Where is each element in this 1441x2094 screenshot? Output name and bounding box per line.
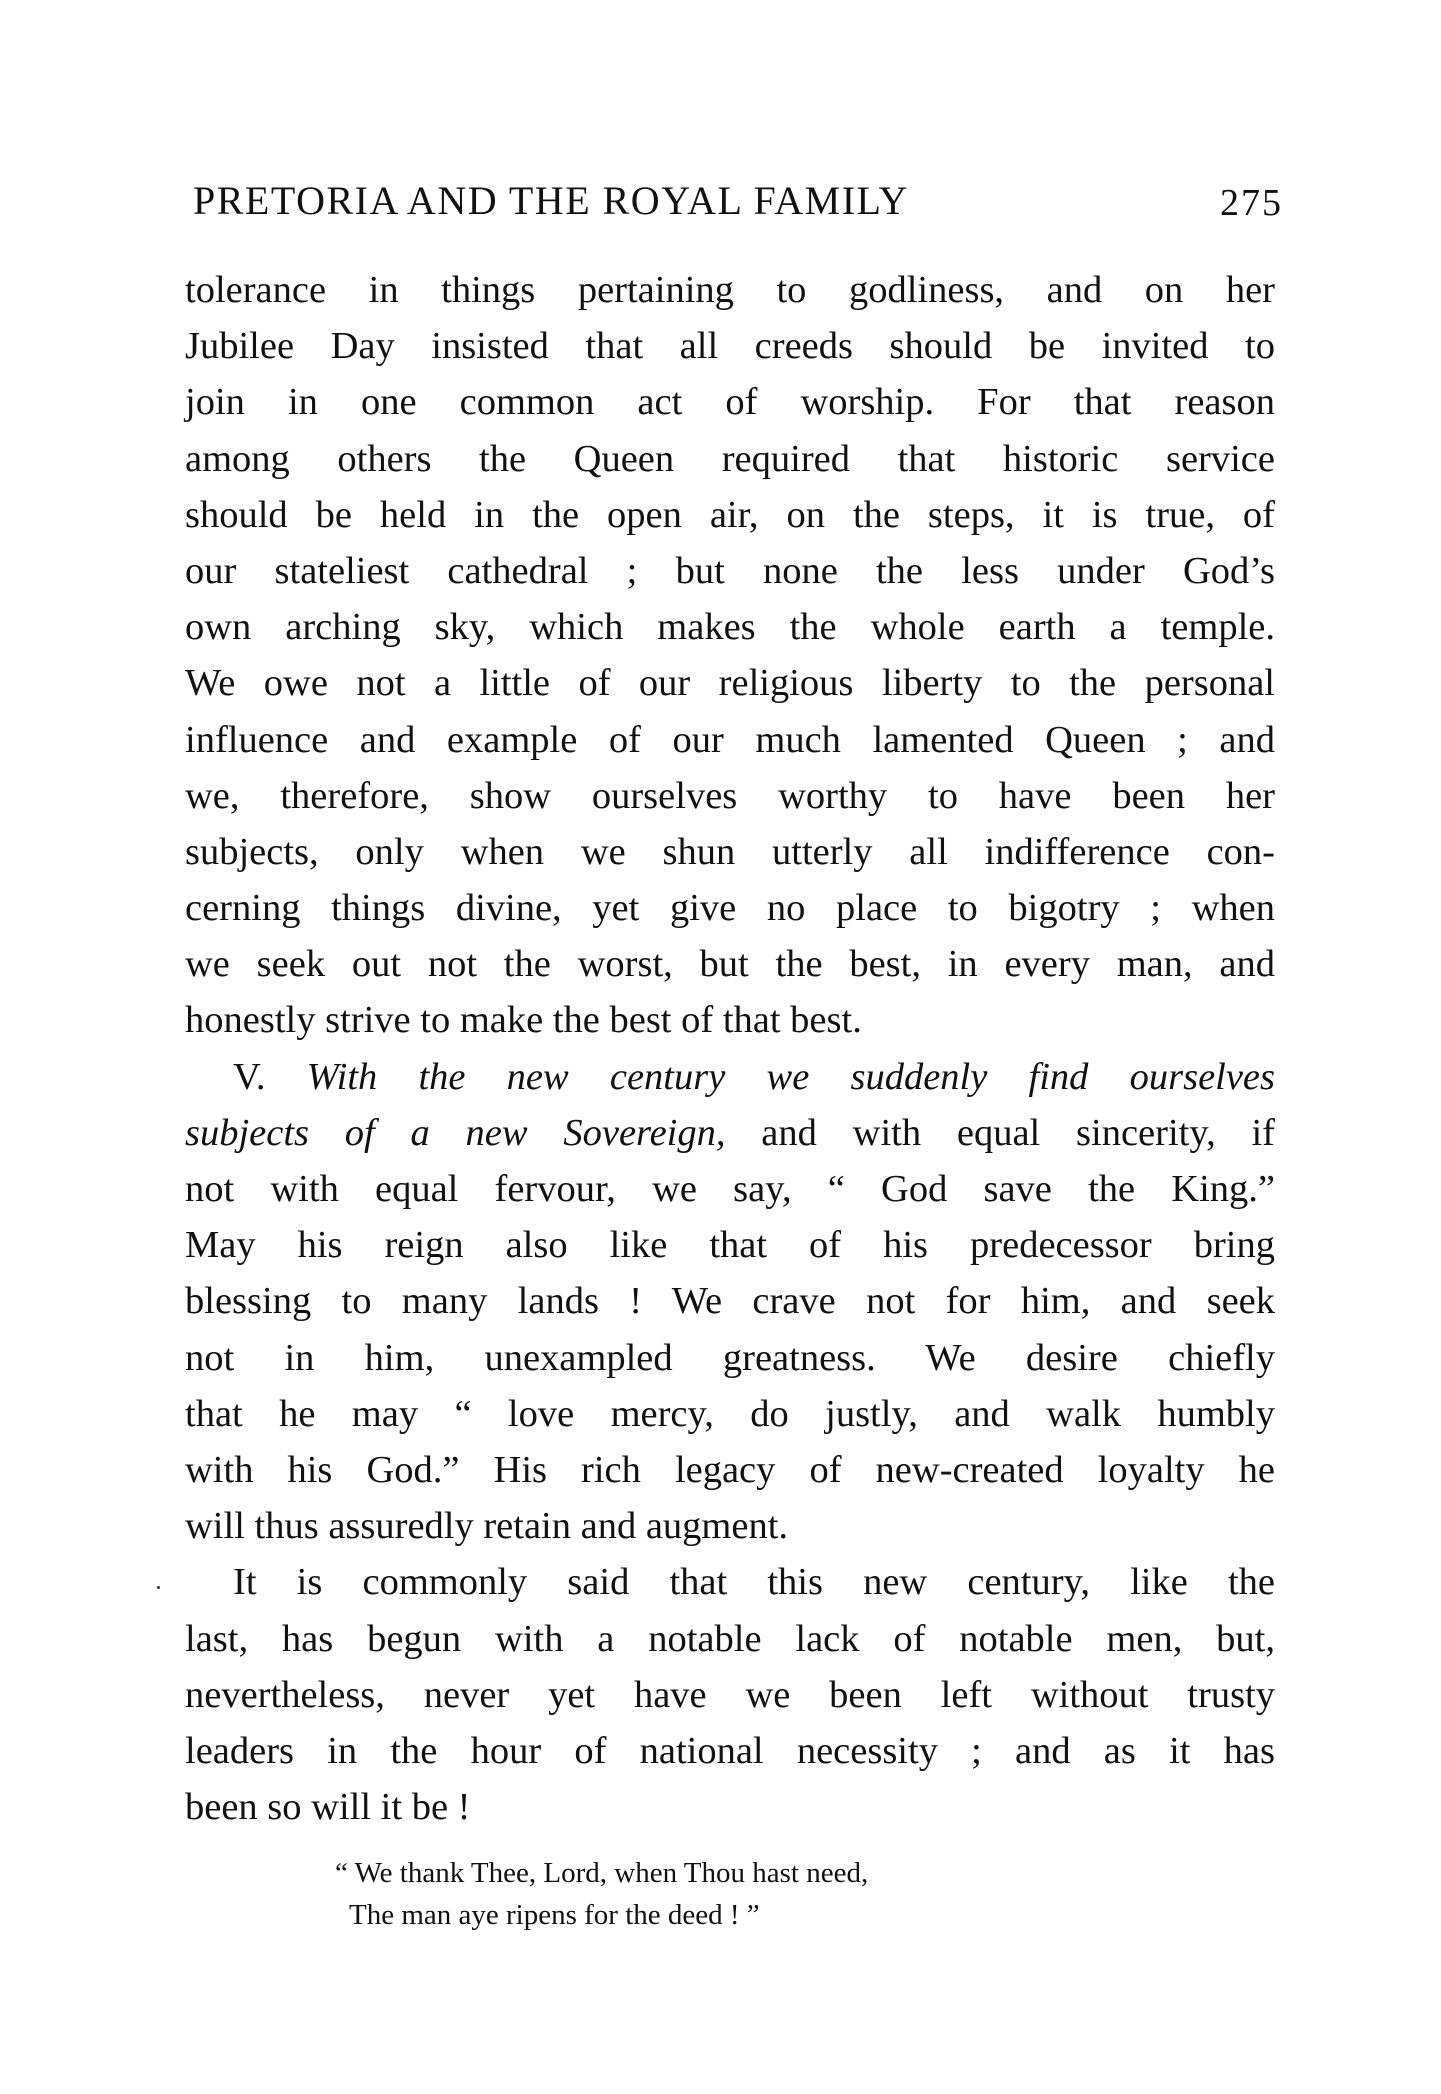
text-line: with his God.” His rich legacy of new-created loyalty he (185, 1448, 1275, 1491)
text-line: been so will it be ! (185, 1786, 471, 1829)
section-numeral: V. (233, 1055, 266, 1098)
text-line: influence and example of our much lamented Queen ; and (185, 718, 1275, 761)
text-line: own arching sky, which makes the whole earth a temple. (185, 606, 1275, 649)
text-line: blessing to many lands ! We crave not for him, and seek (185, 1280, 1275, 1323)
text-line: we seek out not the worst, but the best, in every man, and (185, 943, 1275, 986)
text-line: we, therefore, show ourselves worthy to have been her (185, 774, 1275, 817)
text-line: should be held in the open air, on the steps, it is true, of (185, 493, 1275, 536)
running-head-title: PRETORIA AND THE ROYAL FAMILY (193, 178, 909, 223)
running-head (193, 176, 1283, 226)
text-line: cerning things divine, yet give no place to bigotry ; when (185, 887, 1275, 930)
text-line: nevertheless, never yet have we been left without trusty (185, 1673, 1275, 1716)
text-line: honestly strive to make the best of that best. (185, 999, 862, 1042)
text-line: not in him, unexampled greatness. We desire chiefly (185, 1336, 1275, 1379)
text-line: will thus assuredly retain and augment. (185, 1505, 789, 1548)
text-line: We owe not a little of our religious liberty to the personal (185, 662, 1275, 705)
text-line: Jubilee Day insisted that all creeds should be invited to (185, 325, 1275, 368)
page-number: 275 (1220, 182, 1283, 224)
text-line: not with equal fervour, we say, “ God save the King.” (185, 1168, 1275, 1210)
verse-line: “ We thank Thee, Lord, when Thou hast need, (335, 1857, 869, 1889)
text-line: leaders in the hour of national necessity ; and as it has (185, 1729, 1275, 1772)
section-v-heading-line (185, 1049, 1275, 1105)
body-text (185, 262, 1275, 1835)
text-line (185, 1105, 1275, 1161)
text-line: our stateliest cathedral ; but none the less under God’s (185, 549, 1275, 592)
print-speck (157, 1586, 160, 1589)
section-italic-text: With the new century we suddenly find ourselves (306, 1055, 1276, 1098)
section-italic-text: subjects of a new Sovereign, (185, 1111, 726, 1154)
text-line: May his reign also like that of his predecessor bring (185, 1224, 1275, 1267)
text-line: tolerance in things pertaining to godliness, and on her (185, 269, 1275, 311)
text-line: last, has begun with a notable lack of notable men, but, (185, 1617, 1275, 1660)
text-line: join in one common act of worship. For that reason (185, 381, 1275, 424)
verse-quotation (335, 1852, 868, 1936)
verse-line: The man aye ripens for the deed ! ” (349, 1899, 760, 1931)
text-line: It is commonly said that this new century, like the (233, 1561, 1275, 1604)
section-roman-text: and with equal sincerity, if (725, 1111, 1275, 1154)
text-line: subjects, only when we shun utterly all indifference con- (185, 830, 1275, 873)
text-line: among others the Queen required that historic service (185, 437, 1275, 480)
text-line: that he may “ love mercy, do justly, and walk humbly (185, 1392, 1275, 1435)
